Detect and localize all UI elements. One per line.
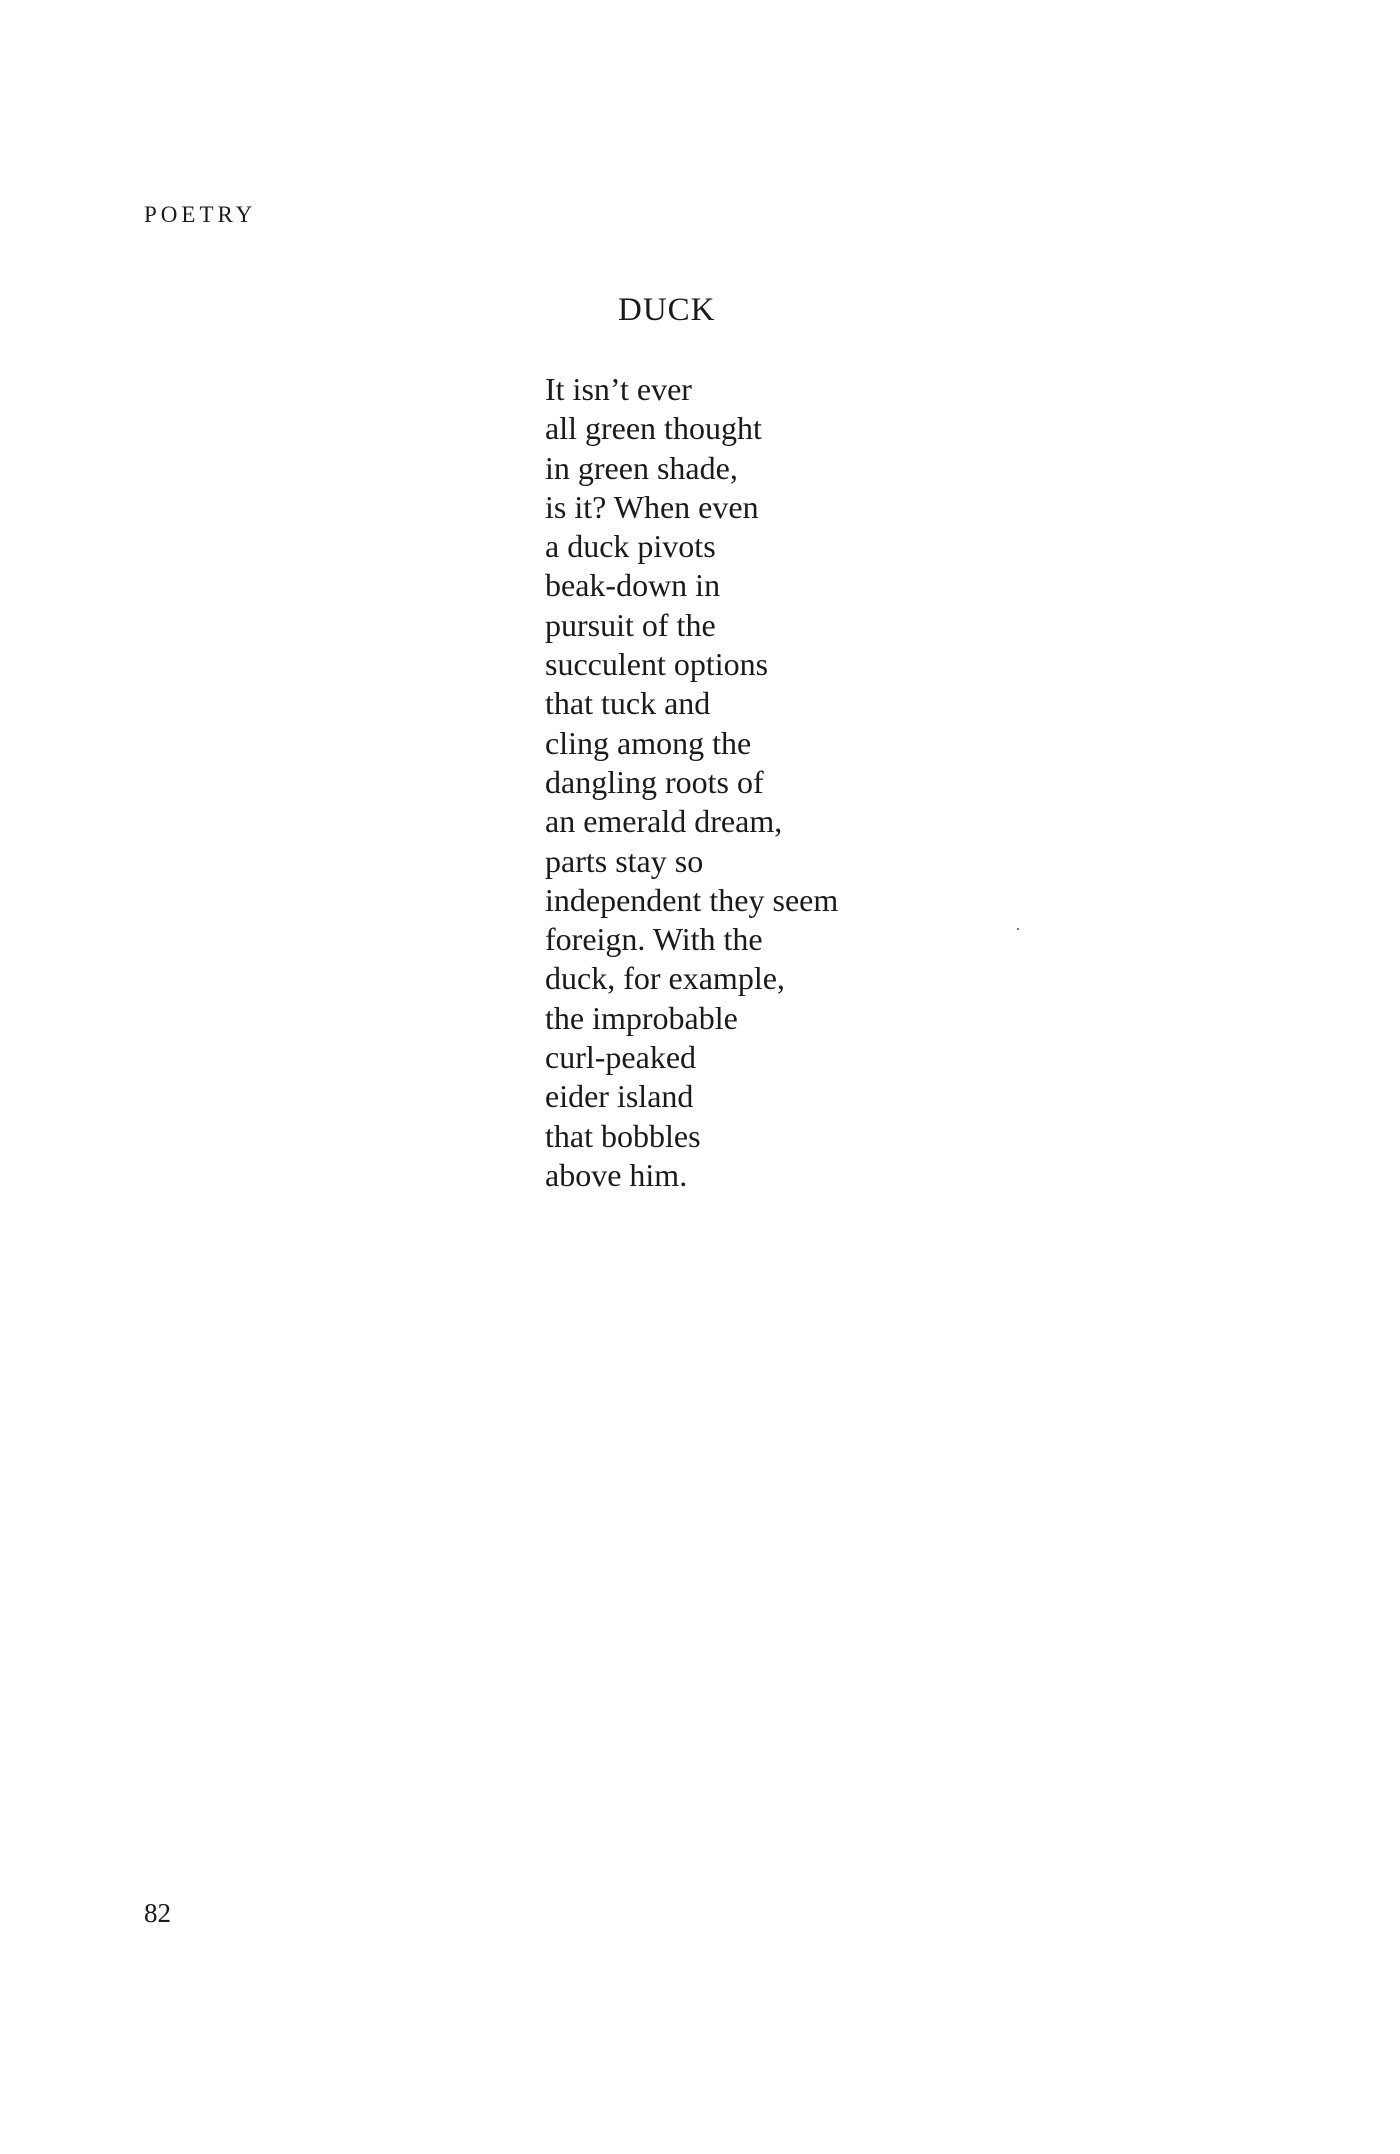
poem-line: pursuit of the <box>545 606 716 643</box>
poem-body <box>545 370 838 1195</box>
poem-line: a duck pivots <box>545 528 716 565</box>
poem-line: curl-peaked <box>545 1039 697 1076</box>
poem-line: It isn’t ever <box>545 371 692 407</box>
poem-line: parts stay so <box>545 842 704 879</box>
poem-line: foreign. With the <box>545 921 763 958</box>
poem-line: eider island <box>545 1078 694 1115</box>
running-head: POETRY <box>144 202 257 227</box>
poem-line: an emerald dream, <box>545 803 783 840</box>
poem-line: the improbable <box>545 999 738 1036</box>
poem-line: that tuck and <box>545 685 711 722</box>
page-number: 82 <box>144 1898 171 1928</box>
poem-line: duck, for example, <box>545 960 785 997</box>
print-speck <box>1017 928 1019 930</box>
poem-title: DUCK <box>618 292 716 328</box>
poem-line: independent they seem <box>545 881 839 918</box>
poem-line: beak-down in <box>545 567 721 604</box>
poem-line: that bobbles <box>545 1117 701 1154</box>
poem-line: is it? When even <box>545 488 759 525</box>
poem-line: in green shade, <box>545 449 738 486</box>
poem-line: succulent options <box>545 646 769 683</box>
poem-line: all green thought <box>545 410 762 447</box>
poem-line: cling among the <box>545 724 752 761</box>
poem-line: above him. <box>545 1156 688 1193</box>
poem-line: dangling roots of <box>545 763 764 800</box>
